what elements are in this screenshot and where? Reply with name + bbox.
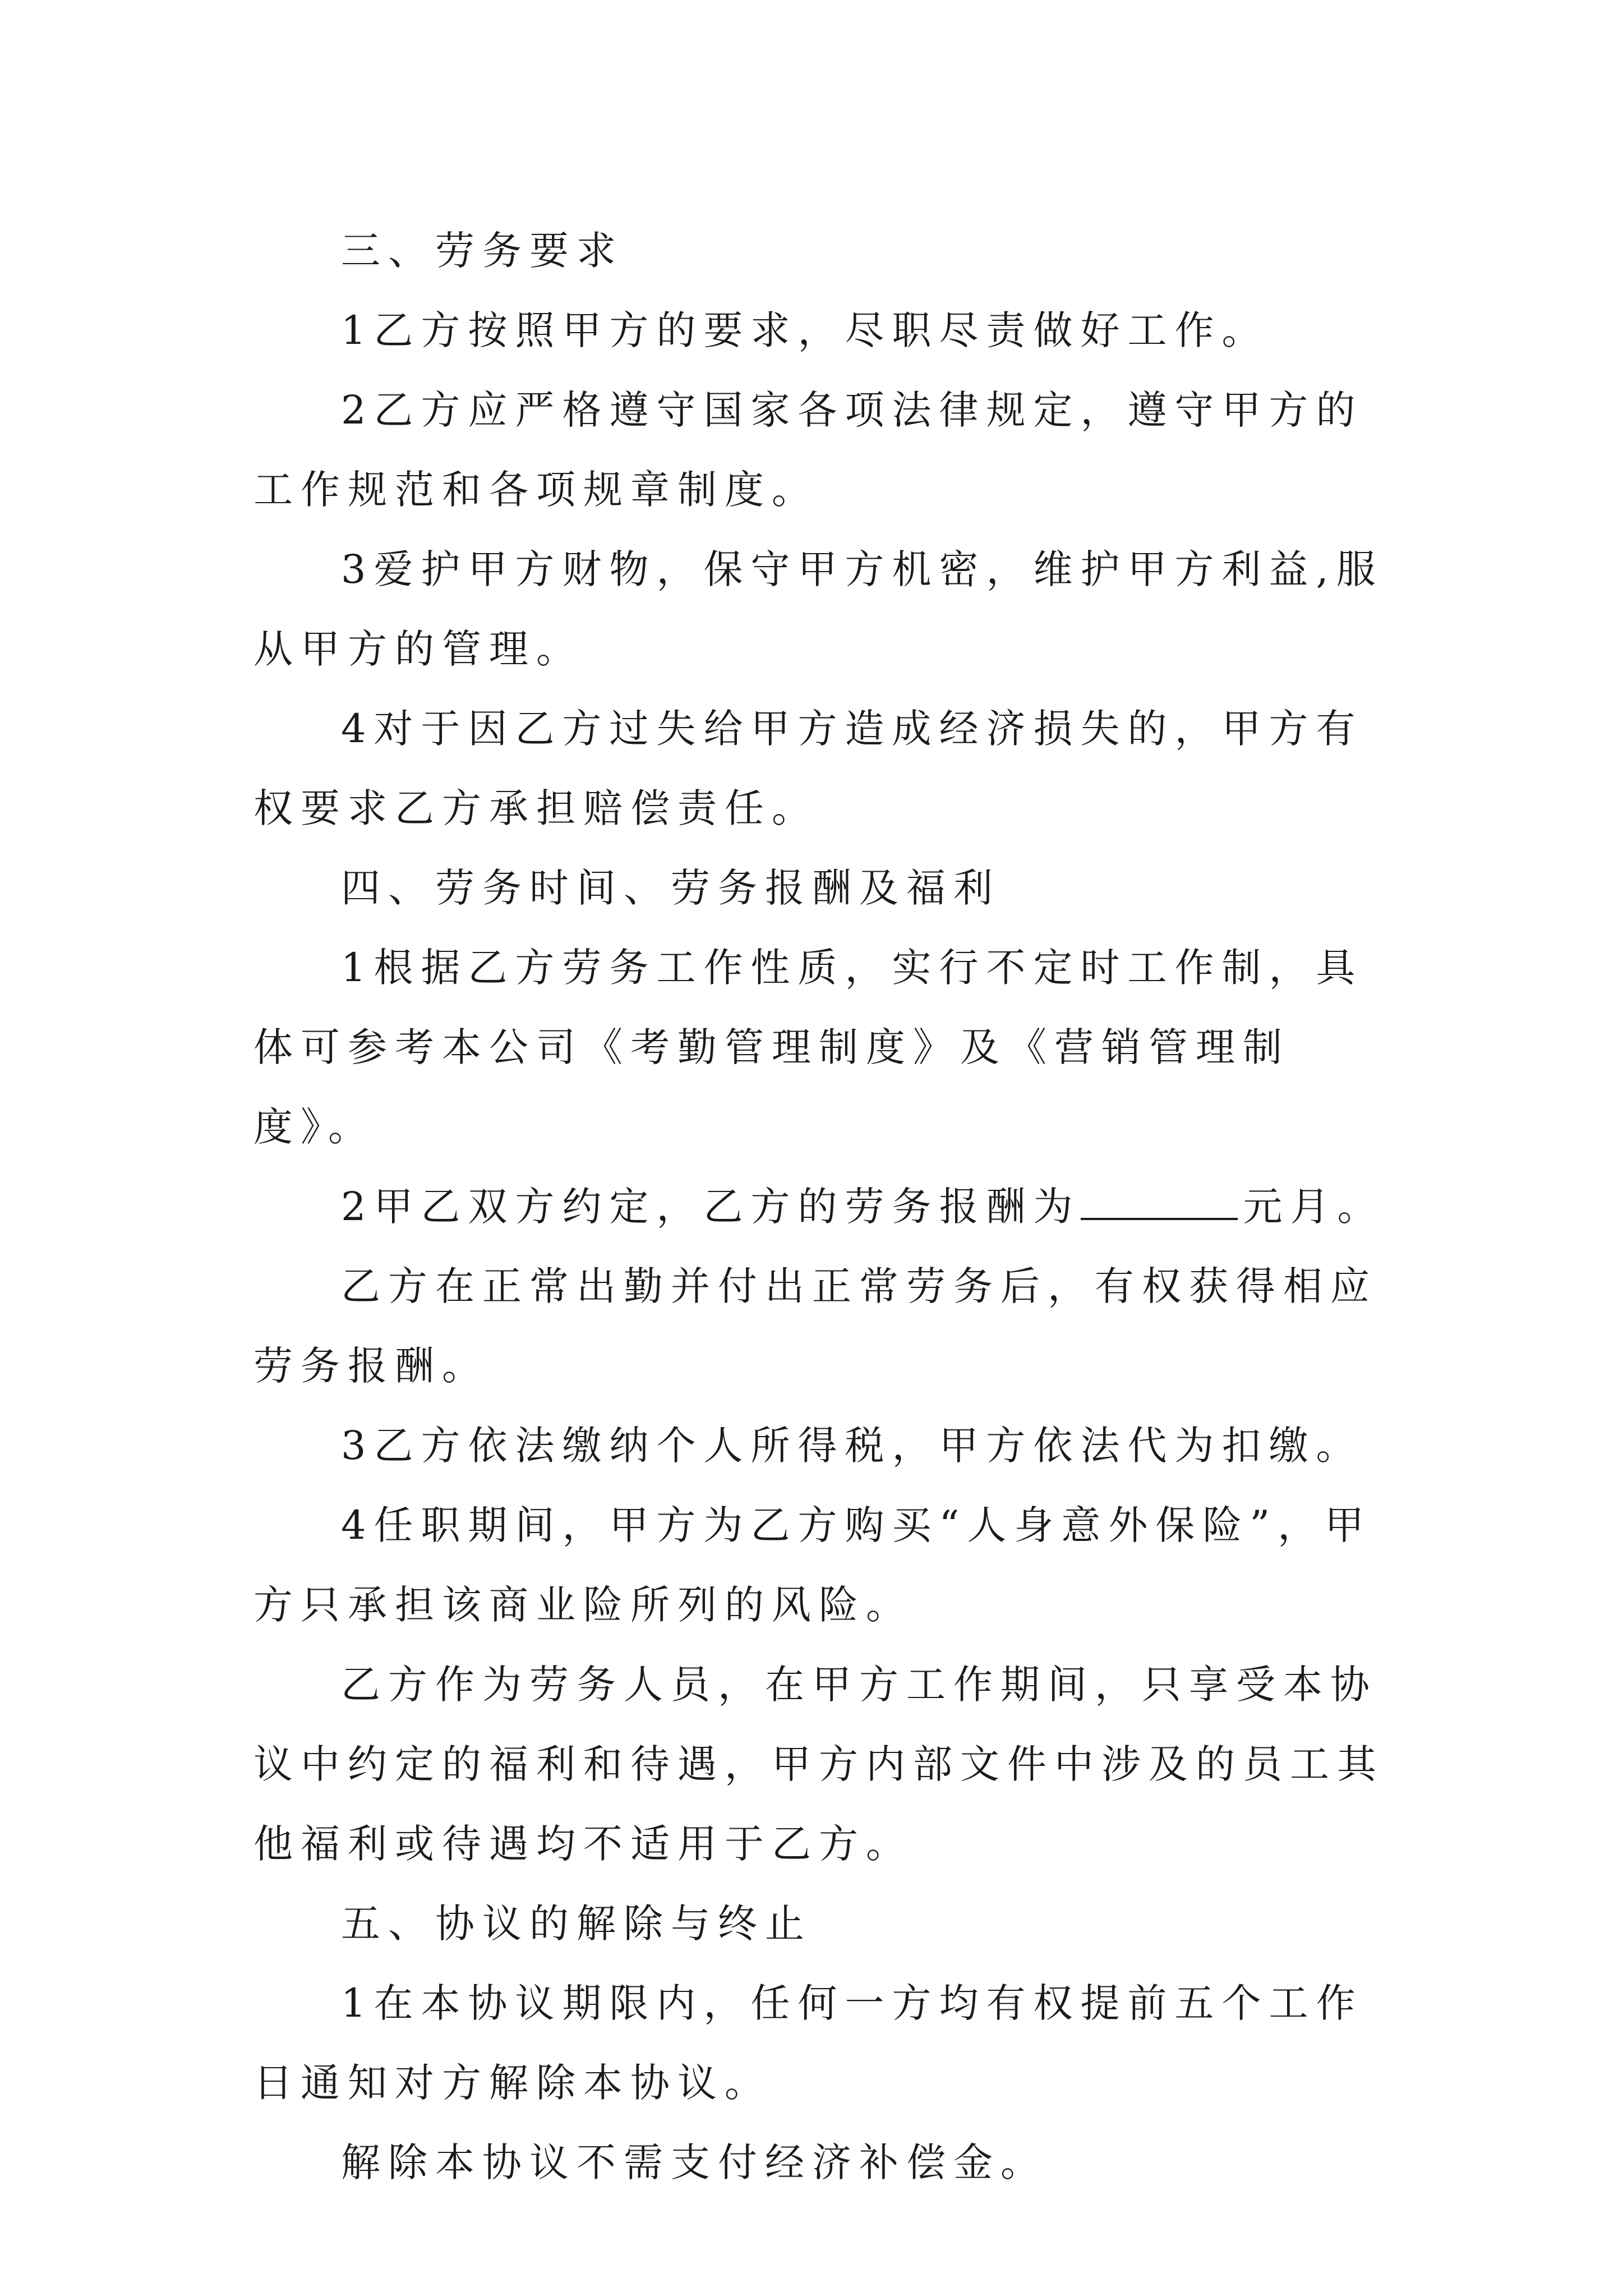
paragraph: 2乙方应严格遵守国家各项法律规定，遵守甲方的工作规范和各项规章制度。 <box>253 387 1363 513</box>
paragraph: 解除本协议不需支付经济补偿金。 <box>341 2139 1048 2185</box>
pay-text-prefix: 2甲乙双方约定，乙方的劳务报酬为 <box>341 1184 1081 1230</box>
section-heading-labor-requirements: 三、劳务要求 <box>341 228 624 274</box>
document-body <box>253 211 1387 2202</box>
paragraph: 1根据乙方劳务工作性质，实行不定时工作制，具体可参考本公司《考勤管理制度》及《营销管理制度》。 <box>253 945 1363 1150</box>
paragraph: 3爱护甲方财物，保守甲方机密，维护甲方利益,服从甲方的管理。 <box>253 546 1384 672</box>
paragraph: 乙方在正常出勤并付出正常劳务后，有权获得相应劳务报酬。 <box>253 1263 1377 1389</box>
paragraph: 1乙方按照甲方的要求，尽职尽责做好工作。 <box>341 307 1269 353</box>
paragraph: 4对于因乙方过失给甲方造成经济损失的，甲方有权要求乙方承担赔偿责任。 <box>253 706 1363 831</box>
paragraph: 3乙方依法缴纳个人所得税，甲方依法代为扣缴。 <box>341 1423 1363 1469</box>
paragraph: 乙方作为劳务人员，在甲方工作期间，只享受本协议中约定的福利和待遇，甲方内部文件中涉及的员工其他福利或待遇均不适用于乙方。 <box>253 1662 1384 1867</box>
paragraph: 1在本协议期限内，任何一方均有权提前五个工作日通知对方解除本协议。 <box>253 1980 1363 2106</box>
section-heading-termination: 五、协议的解除与终止 <box>341 1901 812 1947</box>
pay-text-suffix: 元月。 <box>1243 1184 1385 1230</box>
pay-amount-blank <box>1081 1184 1238 1220</box>
paragraph-pay-amount <box>253 1167 1387 1246</box>
section-heading-labor-time-pay: 四、劳务时间、劳务报酬及福利 <box>341 865 1000 911</box>
paragraph: 4任职期间，甲方为乙方购买“人身意外保险”，甲方只承担该商业险所列的风险。 <box>253 1502 1372 1628</box>
